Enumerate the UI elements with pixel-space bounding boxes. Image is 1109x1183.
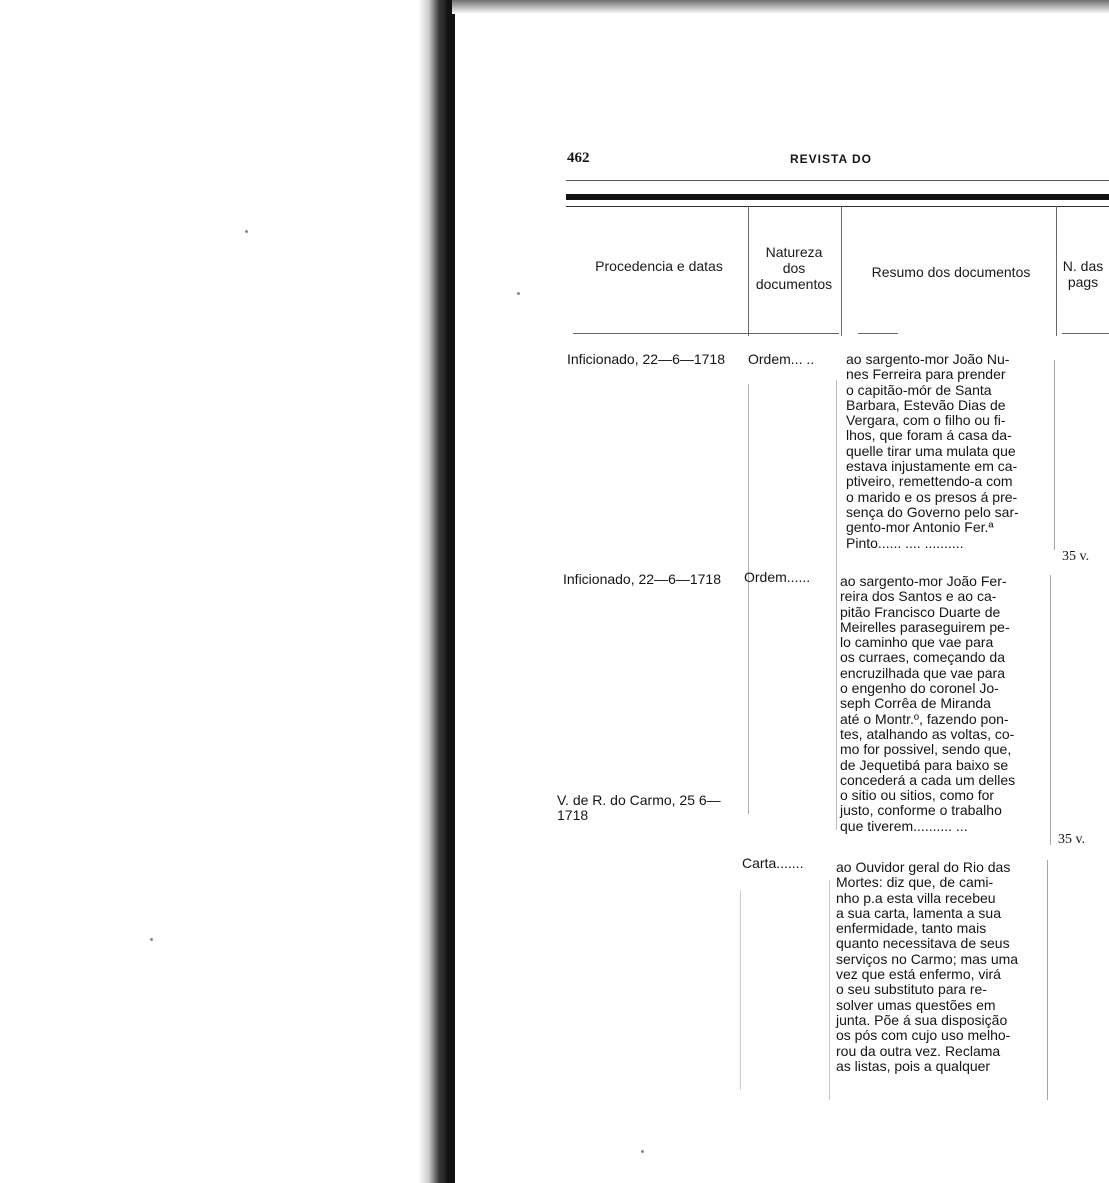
resumo-line: quanto necessitava de seus <box>836 935 1010 952</box>
column-divider <box>836 380 837 830</box>
header-procedencia: Procedencia e datas <box>595 258 723 274</box>
resumo-line: estava injustamente em ca- <box>846 458 1018 475</box>
column-divider <box>829 880 830 1100</box>
resumo-line: lo caminho que vae para <box>840 634 994 651</box>
resumo-line: a sua carta, lamenta a sua <box>836 904 1001 921</box>
resumo-line: nes Ferreira para prender <box>846 366 1006 383</box>
resumo-line: ao sargento-mor João Nu- <box>846 351 1010 367</box>
resumo-line: solver umas questões em <box>836 996 996 1013</box>
header-underline <box>1062 333 1109 334</box>
column-divider <box>740 890 741 1090</box>
row-resumo <box>846 352 1052 551</box>
resumo-line: o engenho do coronel Jo- <box>840 680 999 697</box>
resumo-line: o marido e os presos á pre- <box>846 488 1018 505</box>
row-natureza: Ordem... .. <box>748 351 815 367</box>
resumo-line: concederá a cada um delles <box>840 771 1016 788</box>
resumo-line: os pós com cujo uso melho- <box>836 1027 1011 1044</box>
header-natureza-line: dos <box>782 260 806 276</box>
row-paginas: 35 v. <box>1062 549 1090 564</box>
resumo-line: Meirelles paraseguirem pe- <box>840 618 1010 635</box>
scan-speck <box>641 1150 644 1153</box>
resumo-line: encruzilhada que vae para <box>840 664 1006 681</box>
row-procedencia: Inficionado, 22—6—1718 <box>563 571 721 587</box>
resumo-line: Vergara, com o filho ou fi- <box>846 412 1006 429</box>
header-rule-thick <box>566 194 1109 200</box>
row-resumo <box>840 574 1048 834</box>
resumo-line: o sitio ou sitios, como for <box>840 787 995 804</box>
resumo-line: ao sargento-mor João Fer- <box>840 573 1007 589</box>
row-procedencia: V. de R. do Carmo, 25 6—1718 <box>557 792 721 824</box>
resumo-line: as listas, pois a qualquer <box>836 1057 991 1074</box>
resumo-line: vez que está enfermo, virá <box>836 966 1001 983</box>
row-natureza: Carta....... <box>742 855 804 871</box>
resumo-line: de Jequetibá para baixo se <box>840 756 1009 773</box>
resumo-line: seph Corrêa de Miranda <box>840 695 991 712</box>
column-divider <box>1054 360 1055 550</box>
resumo-line: serviços no Carmo; mas uma <box>836 950 1019 967</box>
column-divider <box>748 206 749 336</box>
page-gutter-edge <box>446 0 455 1183</box>
resumo-line: Mortes: diz que, de cami- <box>836 874 994 891</box>
resumo-line: reira dos Santos e ao ca- <box>840 588 997 605</box>
header-resumo: Resumo dos documentos <box>871 264 1031 280</box>
header-paginas-line: N. das <box>1062 258 1104 274</box>
resumo-line: gento-mor Antonio Fer.ª <box>846 519 994 536</box>
resumo-line: Barbara, Estevão Dias de <box>846 396 1006 413</box>
header-paginas-line: pags <box>1067 274 1099 290</box>
page-number: 462 <box>567 150 590 166</box>
resumo-line: rou da outra vez. Reclama <box>836 1042 1001 1059</box>
resumo-line: mo for possivel, sendo que, <box>840 741 1012 758</box>
column-divider <box>841 206 842 336</box>
row-procedencia: Inficionado, 22—6—1718 <box>567 351 725 367</box>
scan-speck <box>245 230 248 233</box>
column-divider <box>748 384 749 814</box>
resumo-line: sença do Governo pelo sar- <box>846 503 1019 520</box>
column-divider <box>1047 860 1048 1100</box>
header-natureza <box>748 244 840 292</box>
resumo-line: o capitão-mór de Santa <box>846 381 992 398</box>
binding-shadow <box>418 0 448 1183</box>
header-underline <box>573 333 839 334</box>
row-natureza: Ordem...... <box>744 569 811 585</box>
top-scan-shadow <box>452 0 1109 14</box>
row-paginas: 35 v. <box>1058 832 1086 847</box>
running-title: REVISTA DO <box>790 152 873 166</box>
header-rule-thin <box>566 180 1109 181</box>
header-natureza-line: Natureza <box>765 244 823 260</box>
scan-speck <box>150 938 153 941</box>
resumo-line: lhos, que foram á casa da- <box>846 427 1012 444</box>
resumo-line: até o Montr.º, fazendo pon- <box>840 710 1009 727</box>
header-underline <box>858 333 898 334</box>
resumo-line: tes, atalhando as voltas, co- <box>840 725 1015 742</box>
resumo-line: Pinto...... .... .......... <box>846 534 964 551</box>
resumo-line: ao Ouvidor geral do Rio das <box>836 859 1011 875</box>
column-divider <box>1056 206 1057 336</box>
resumo-line: ptiveiro, remettendo-a com <box>846 473 1013 490</box>
resumo-line: que tiverem.......... ... <box>840 817 968 834</box>
header-paginas <box>1057 258 1109 290</box>
row-resumo <box>836 860 1046 1074</box>
header-natureza-line: documentos <box>755 276 833 292</box>
header-rule-thin-lower <box>566 206 1109 207</box>
resumo-line: nho p.a esta villa recebeu <box>836 889 996 906</box>
resumo-line: enfermidade, tanto mais <box>836 920 987 937</box>
resumo-line: quelle tirar uma mulata que <box>846 442 1016 459</box>
resumo-line: justo, conforme o trabalho <box>840 802 1002 819</box>
resumo-line: os curraes, começando da <box>840 649 1005 666</box>
scan-speck <box>517 292 520 295</box>
resumo-line: o seu substituto para re- <box>836 981 987 998</box>
resumo-line: junta. Põe á sua disposição <box>836 1011 1008 1028</box>
column-divider <box>1050 575 1051 845</box>
resumo-line: pitão Francisco Duarte de <box>840 603 1001 620</box>
